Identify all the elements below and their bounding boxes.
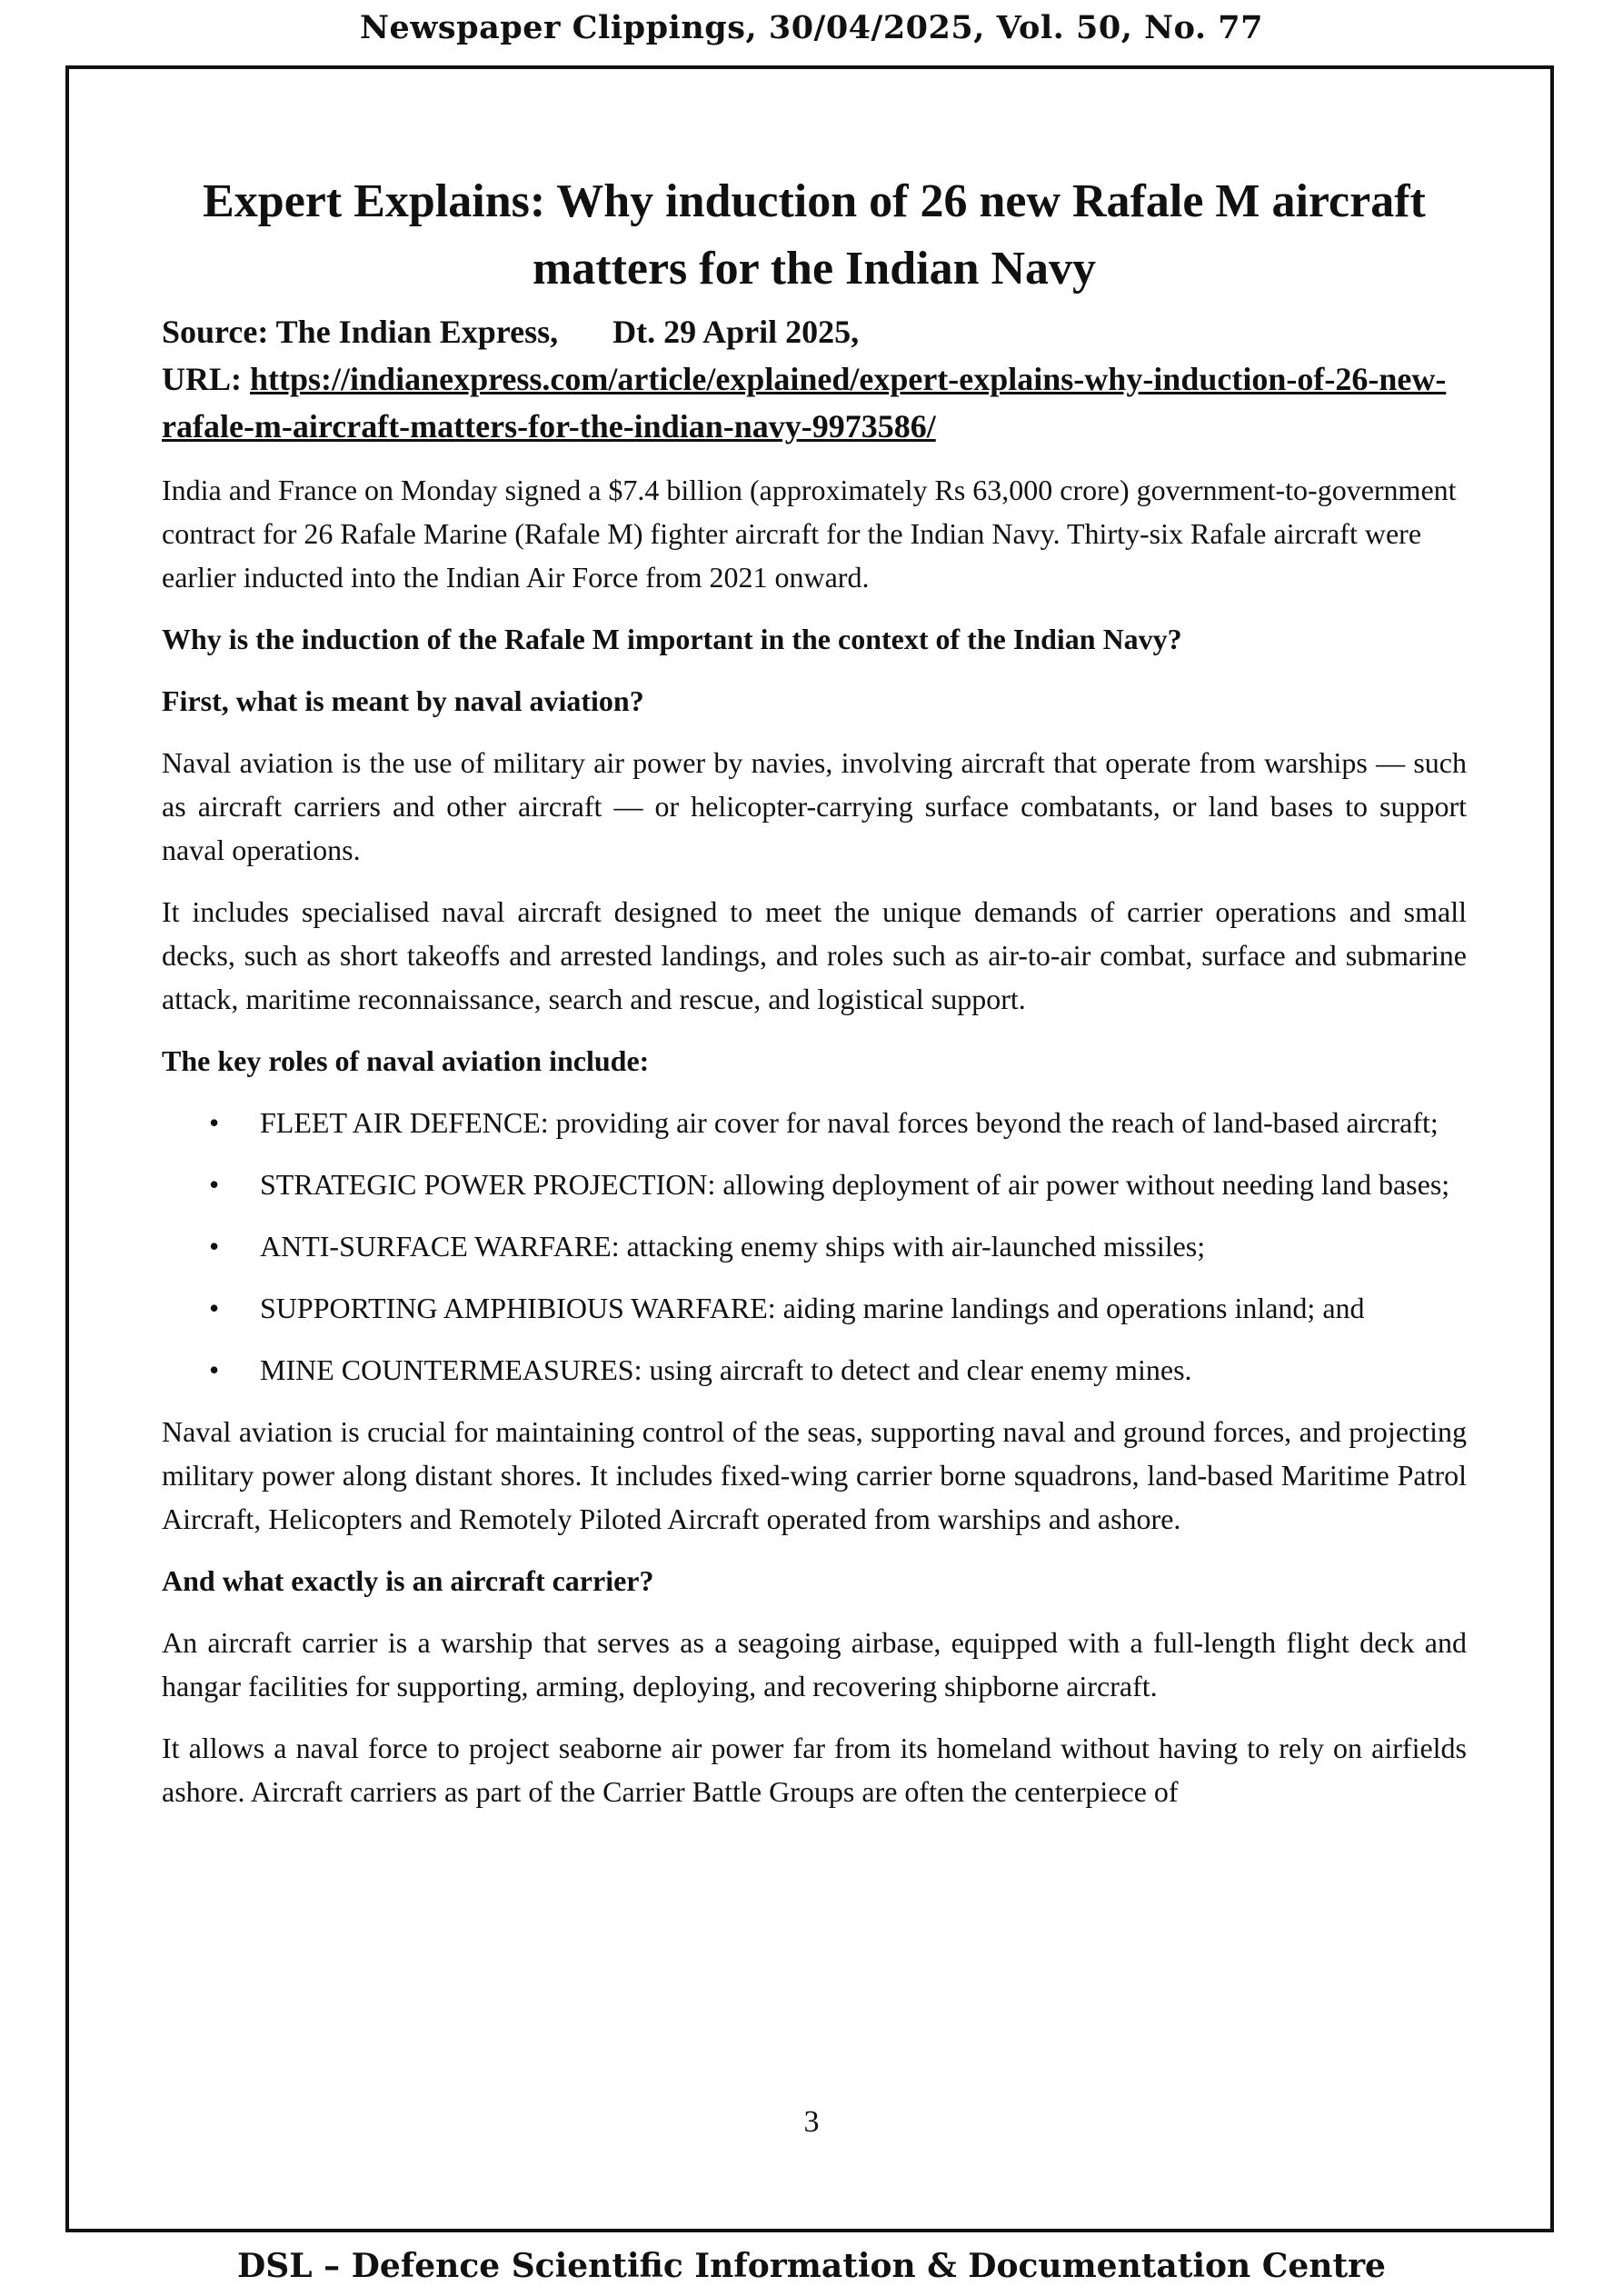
role-text: FLEET AIR DEFENCE: providing air cover for naval forces beyond the reach of land-based aircraft;: [260, 1106, 1439, 1139]
list-item: [162, 1348, 1467, 1392]
date-label: Dt. 29 April 2025,: [612, 314, 860, 350]
page-number: 3: [803, 2105, 820, 2139]
bullet-icon: •: [209, 1292, 220, 1324]
roles-list: [162, 1101, 1467, 1392]
source-line: [162, 308, 1467, 355]
bullet-icon: •: [209, 1353, 220, 1386]
paragraph-carrier-power-projection: It allows a naval force to project seaborne air power far from its homeland without having to rely on airfields ashore. Aircraft carriers as part of the Carrier Battle Groups are often the centerpiece of: [162, 1732, 1467, 1808]
roles-heading: The key roles of naval aviation include:: [162, 1044, 650, 1077]
list-item: [162, 1163, 1467, 1206]
role-text: SUPPORTING AMPHIBIOUS WARFARE: aiding marine landings and operations inland; and: [260, 1292, 1365, 1324]
url-line: [162, 355, 1467, 450]
paragraph-naval-aviation-definition: Naval aviation is the use of military air power by navies, involving aircraft that operate from warships — such as aircraft carriers and other aircraft — or helicopter-carrying surface combatants, or land bases to support naval operations.: [162, 746, 1467, 866]
role-text: ANTI-SURFACE WARFARE: attacking enemy ships with air-launched missiles;: [260, 1230, 1206, 1263]
paragraph-specialised-aircraft: It includes specialised naval aircraft designed to meet the unique demands of carrier operations and small decks, such as short takeoffs and arrested landings, and roles such as air-to-air combat, surface and submarine attack, maritime reconnaissance, search and rescue, and logistical support.: [162, 895, 1467, 1015]
question-naval-aviation: First, what is meant by naval aviation?: [162, 684, 644, 717]
role-text: MINE COUNTERMEASURES: using aircraft to detect and clear enemy mines.: [260, 1353, 1192, 1386]
source-label: Source: The Indian Express,: [162, 314, 559, 350]
clipping-footer: DSL – Defence Scientific Information & Documentation Centre: [237, 2247, 1386, 2285]
role-text: STRATEGIC POWER PROJECTION: allowing deployment of air power without needing land bases;: [260, 1168, 1450, 1201]
question-aircraft-carrier: And what exactly is an aircraft carrier?: [162, 1564, 654, 1597]
question-rafale-importance: Why is the induction of the Rafale M important in the context of the Indian Navy?: [162, 623, 1182, 655]
list-item: [162, 1224, 1467, 1268]
url-label: URL:: [162, 361, 242, 397]
bullet-icon: •: [209, 1106, 220, 1139]
paragraph-naval-aviation-crucial: Naval aviation is crucial for maintaining control of the seas, supporting naval and ground forces, and projecting military power along distant shores. It includes fixed-wing carrier borne squadrons, land-based Maritime Patrol Aircraft, Helicopters and Remotely Piloted Aircraft operated from warships and ashore.: [162, 1415, 1467, 1535]
article-body: [162, 168, 1467, 1832]
bullet-icon: •: [209, 1230, 220, 1263]
clipping-header: Newspaper Clippings, 30/04/2025, Vol. 50, No. 77: [360, 9, 1263, 46]
list-item: [162, 1101, 1467, 1144]
intro-paragraph: India and France on Monday signed a $7.4 billion (approximately Rs 63,000 crore) government-to-government contract for 26 Rafale Marine (Rafale M) fighter aircraft for the Indian Navy. Thirty-six Rafale aircraft were earlier inducted into the Indian Air Force from 2021 onward.: [162, 474, 1457, 594]
paragraph-aircraft-carrier-definition: An aircraft carrier is a warship that serves as a seagoing airbase, equipped with a full-length flight deck and hangar facilities for supporting, arming, deploying, and recovering shipborne aircraft.: [162, 1626, 1467, 1702]
article-url-link[interactable]: https://indianexpress.com/article/explained/expert-explains-why-induction-of-26-new-rafale-m-aircraft-matters-for-the-indian-navy-9973586/: [162, 361, 1447, 444]
bullet-icon: •: [209, 1168, 220, 1201]
list-item: [162, 1286, 1467, 1330]
article-title: Expert Explains: Why induction of 26 new Rafale M aircraft matters for the Indian Navy: [203, 175, 1426, 294]
